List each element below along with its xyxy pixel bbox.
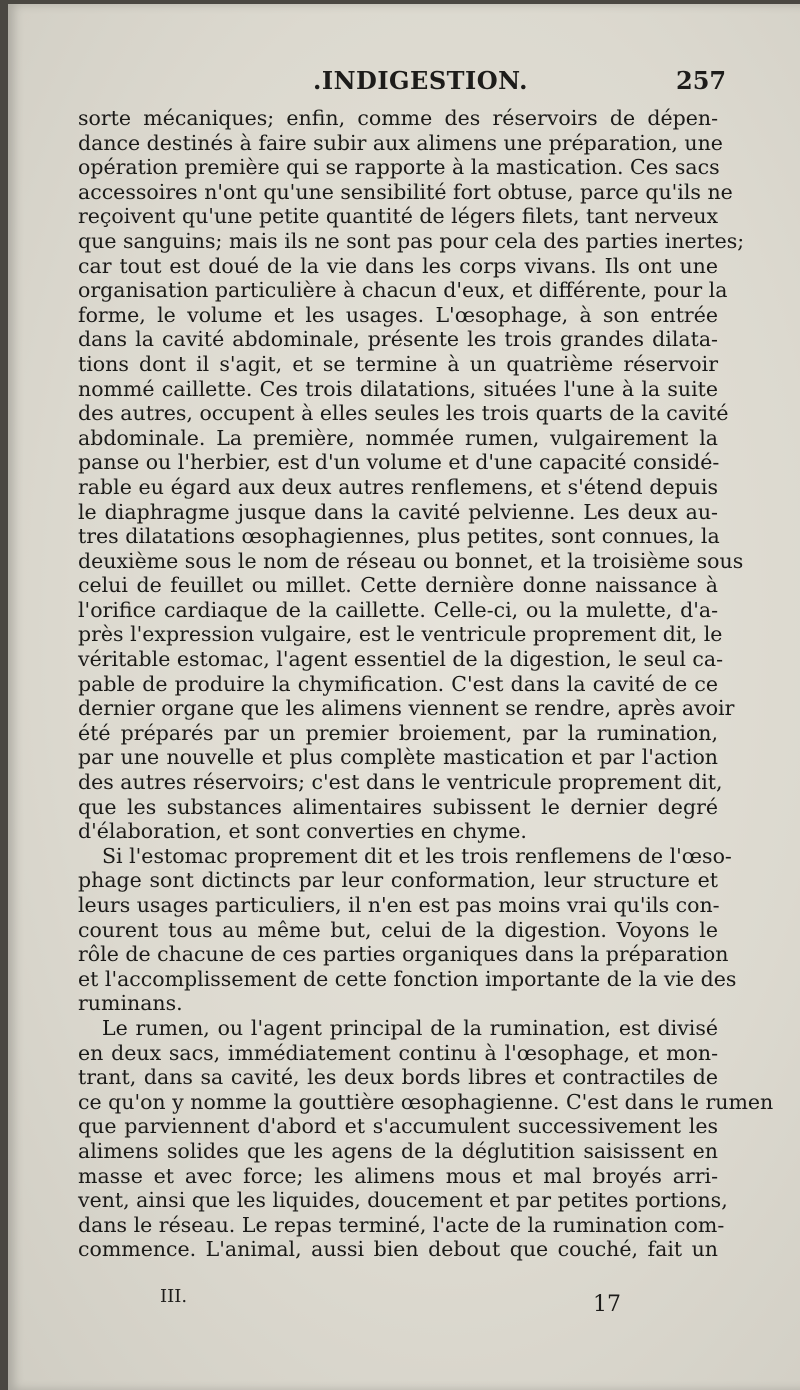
text-line: Si l'estomac proprement dit et les trois renflemens de l'œso- xyxy=(102,843,732,868)
page-number: 257 xyxy=(676,66,727,95)
body-text xyxy=(78,106,774,1262)
running-title: .INDIGESTION. xyxy=(313,66,528,95)
page-header xyxy=(8,66,800,100)
volume-number: III. xyxy=(160,1286,188,1307)
book-page xyxy=(8,4,800,1390)
text-line: car tout est doué de la vie dans les corps vivans. Ils ont une xyxy=(78,253,718,278)
text-line: le diaphragme jusque dans la cavité pelvienne. Les deux au- xyxy=(78,499,718,524)
text-line: phage sont dictincts par leur conformation, leur structure et xyxy=(78,868,718,893)
text-line: en deux sacs, immédiatement continu à l'œsophage, et mon- xyxy=(78,1040,718,1065)
text-line: rable eu égard aux deux autres renflemens, et s'étend depuis xyxy=(78,474,718,499)
text-line: dernier organe que les alimens viennent se rendre, après avoir xyxy=(78,696,735,721)
text-line: accessoires n'ont qu'une sensibilité fort obtuse, parce qu'ils ne xyxy=(78,179,733,204)
text-line: abdominale. La première, nommée rumen, vulgairement la xyxy=(78,425,718,450)
text-line: l'orifice cardiaque de la caillette. Celle-ci, ou la mulette, d'a- xyxy=(78,597,718,622)
text-line: alimens solides que les agens de la déglutition saisissent en xyxy=(78,1138,718,1163)
text-line: commence. L'animal, aussi bien debout que couché, fait un xyxy=(78,1237,718,1262)
text-line: tions dont il s'agit, et se termine à un quatrième réservoir xyxy=(78,351,718,376)
text-line: ruminans. xyxy=(78,991,183,1016)
text-line: leurs usages particuliers, il n'en est pas moins vrai qu'ils con- xyxy=(78,893,720,917)
text-line: Le rumen, ou l'agent principal de la rumination, est divisé xyxy=(102,1015,718,1040)
page-footer xyxy=(8,1286,800,1326)
text-line: nommé caillette. Ces trois dilatations, situées l'une à la suite xyxy=(78,376,718,401)
text-line: masse et avec force; les alimens mous et mal broyés arri- xyxy=(78,1163,718,1188)
text-line: par une nouvelle et plus complète mastication et par l'action xyxy=(78,745,718,770)
text-line: celui de feuillet ou millet. Cette dernière donne naissance à xyxy=(78,573,718,598)
text-line: dans le réseau. Le repas terminé, l'acte de la rumination com- xyxy=(78,1212,725,1237)
text-line: été préparés par un premier broiement, par la rumination, xyxy=(78,720,718,745)
text-line: près l'expression vulgaire, est le ventricule proprement dit, le xyxy=(78,622,723,647)
text-line: pable de produire la chymification. C'est dans la cavité de ce xyxy=(78,671,718,696)
text-line: organisation particulière à chacun d'eux, et différente, pour la xyxy=(78,278,728,303)
text-line: courent tous au même but, celui de la digestion. Voyons le xyxy=(78,917,718,942)
text-line: que les substances alimentaires subissent le dernier degré xyxy=(78,794,718,819)
text-line: dance destinés à faire subir aux alimens une préparation, une xyxy=(78,130,723,155)
text-line: sorte mécaniques; enfin, comme des réservoirs de dépen- xyxy=(78,106,718,130)
text-line: reçoivent qu'une petite quantité de légers filets, tant nerveux xyxy=(78,204,719,229)
text-line: rôle de chacune de ces parties organiques dans la préparation xyxy=(78,942,729,967)
text-line: tres dilatations œsophagiennes, plus petites, sont connues, la xyxy=(78,524,720,549)
text-line: et l'accomplissement de cette fonction importante de la vie des xyxy=(78,966,737,991)
text-line: deuxième sous le nom de réseau ou bonnet, et la troisième sous xyxy=(78,548,744,573)
text-line: véritable estomac, l'agent essentiel de la digestion, le seul ca- xyxy=(78,647,724,672)
text-line: opération première qui se rapporte à la mastication. Ces sacs xyxy=(78,155,720,180)
text-line: ce qu'on y nomme la gouttière œsophagienne. C'est dans le rumen xyxy=(78,1089,774,1114)
text-line: des autres, occupent à elles seules les trois quarts de la cavité xyxy=(78,401,729,426)
signature-mark: 17 xyxy=(593,1292,621,1317)
text-line: que parviennent d'abord et s'accumulent successivement les xyxy=(78,1114,718,1139)
text-line: panse ou l'herbier, est d'un volume et d'une capacité considé- xyxy=(78,450,720,475)
text-line: que sanguins; mais ils ne sont pas pour cela des parties inertes; xyxy=(78,228,745,253)
text-line: d'élaboration, et sont converties en chyme. xyxy=(78,819,527,844)
text-line: des autres réservoirs; c'est dans le ventricule proprement dit, xyxy=(78,770,723,795)
text-line: trant, dans sa cavité, les deux bords libres et contractiles de xyxy=(78,1065,718,1090)
text-line: vent, ainsi que les liquides, doucement et par petites portions, xyxy=(78,1188,728,1213)
text-line: dans la cavité abdominale, présente les trois grandes dilata- xyxy=(78,327,718,352)
text-line: forme, le volume et les usages. L'œsophage, à son entrée xyxy=(78,302,718,327)
